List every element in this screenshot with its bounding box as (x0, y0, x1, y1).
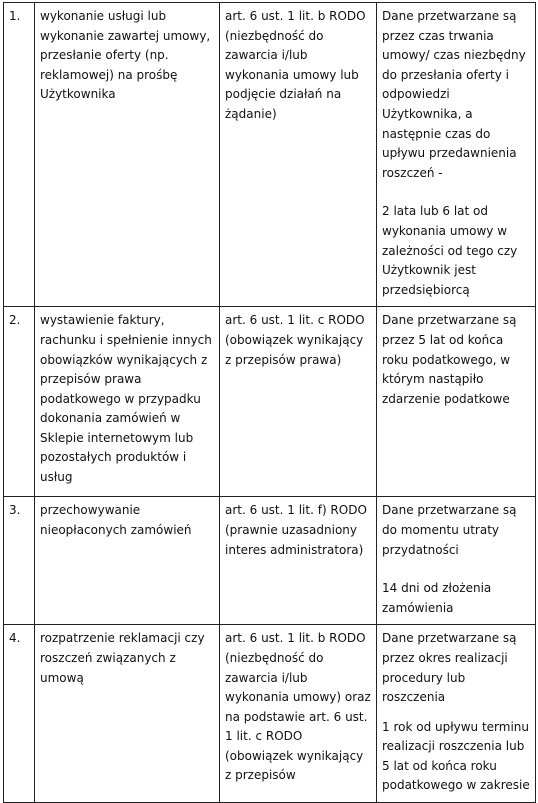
retention-period (377, 625, 536, 803)
data-processing-table (3, 2, 536, 803)
legal-basis: art. 6 ust. 1 lit. b RODO (niezbędność do zawarcia i/lub wykonania umowy) oraz na podstawie art. 6 ust. 1 lit. c RODO (obowiązek wynikający z przepisów (220, 625, 377, 803)
retention-duration: 1 rok od upływu terminu realizacji roszczenia lub 5 lat od końca roku podatkowego w zakresie (382, 719, 530, 793)
row-number: 2. (4, 307, 35, 497)
processing-purpose: wystawienie faktury, rachunku i spełnienie innych obowiązków wynikających z przepisów prawa podatkowego w przypadku dokonania zamówień w Sklepie internetowym lub pozostałych produktów i usług (35, 307, 220, 497)
retention-text: Dane przetwarzane są przez czas trwania umowy/ czas niezbędny do przesłania oferty i odpowiedzi Użytkownika, a następnie czas do upływu przedawnienia roszczeń - (382, 9, 526, 180)
retention-period (377, 497, 536, 625)
legal-basis: art. 6 ust. 1 lit. b RODO (niezbędność do zawarcia i/lub wykonania umowy lub podjęcie działań na żądanie) (220, 3, 377, 307)
table-row (4, 497, 536, 625)
retention-text: Dane przetwarzane są do momentu utraty przydatności (382, 503, 517, 557)
row-number: 1. (4, 3, 35, 307)
retention-duration: 14 dni od złożenia zamówienia (382, 581, 492, 615)
table-row (4, 3, 536, 307)
retention-duration: 2 lata lub 6 lat od wykonania umowy w zależności od tego czy Użytkownik jest przedsiębiorcą (382, 204, 518, 297)
processing-purpose: wykonanie usługi lub wykonanie zawartej umowy, przesłanie oferty (np. reklamowej) na prośbę Użytkownika (35, 3, 220, 307)
retention-period (377, 3, 536, 307)
processing-purpose: rozpatrzenie reklamacji czy roszczeń związanych z umową (35, 625, 220, 803)
table-row (4, 625, 536, 803)
retention-text: Dane przetwarzane są przez okres realizacji procedury lub roszczenia (382, 631, 517, 705)
retention-text: Dane przetwarzane są przez 5 lat od końca roku podatkowego, w którym nastąpiło zdarzenie podatkowe (382, 313, 517, 406)
table-row (4, 307, 536, 497)
row-number: 4. (4, 625, 35, 803)
retention-period (377, 307, 536, 497)
row-number: 3. (4, 497, 35, 625)
legal-basis: art. 6 ust. 1 lit. f) RODO (prawnie uzasadniony interes administratora) (220, 497, 377, 625)
legal-basis: art. 6 ust. 1 lit. c RODO (obowiązek wynikający z przepisów prawa) (220, 307, 377, 497)
processing-purpose: przechowywanie nieopłaconych zamówień (35, 497, 220, 625)
